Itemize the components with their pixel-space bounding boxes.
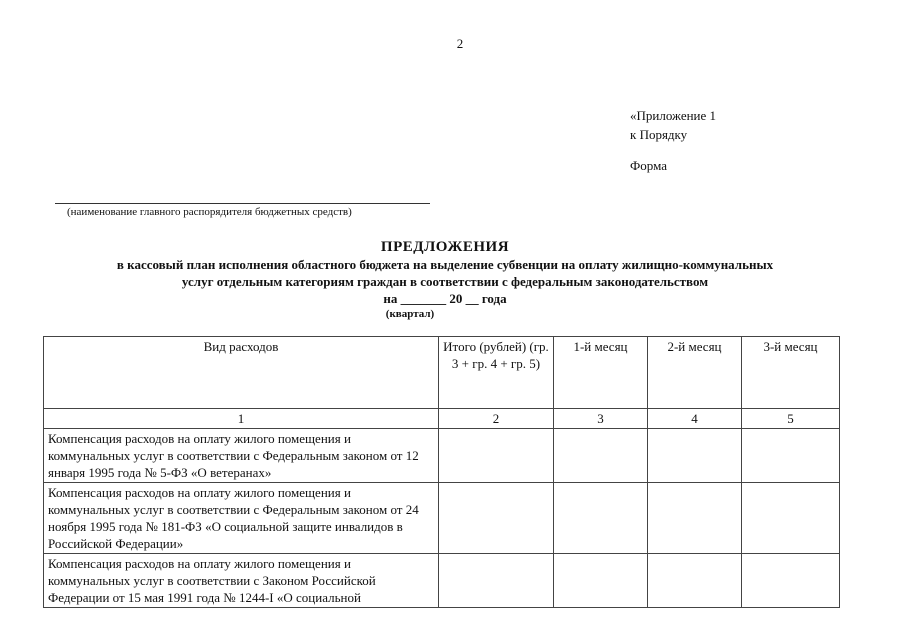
title-line-2: услуг отдельным категориям граждан в соответствии с федеральным законодательством xyxy=(181,274,709,289)
column-number: 2 xyxy=(439,409,554,429)
expense-type-cell: Компенсация расходов на оплату жилого помещения и коммунальных услуг в соответствии с Федеральным законом от 12 января 1995 года № 5-ФЗ «О ветеранах» xyxy=(44,429,439,483)
total-cell[interactable] xyxy=(439,429,554,483)
expense-type-cell: Компенсация расходов на оплату жилого помещения и коммунальных услуг в соответствии с Законом Российской Федерации от 15 мая 1991 года № 1244-I «О социальной xyxy=(44,554,439,608)
header-month-2: 2-й месяц xyxy=(648,337,742,409)
proposals-table xyxy=(43,336,840,608)
month-2-cell[interactable] xyxy=(648,483,742,554)
appendix-line-2: к Порядку xyxy=(630,127,688,142)
title-period: на _______ 20 __ года xyxy=(383,291,507,306)
appendix-line-1: «Приложение 1 xyxy=(630,108,717,123)
column-number: 1 xyxy=(44,409,439,429)
document-title xyxy=(40,238,850,321)
org-name-caption: (наименование главного распорядителя бюджетных средств) xyxy=(67,206,352,218)
expense-type-cell: Компенсация расходов на оплату жилого помещения и коммунальных услуг в соответствии с Федеральным законом от 24 ноября 1995 года № 181-ФЗ «О социальной защите инвалидов в Российской Федерации» xyxy=(44,483,439,554)
column-number: 3 xyxy=(554,409,648,429)
month-2-cell[interactable] xyxy=(648,554,742,608)
table-row xyxy=(44,429,840,483)
title-main: ПРЕДЛОЖЕНИЯ xyxy=(380,239,510,255)
appendix-reference xyxy=(630,106,716,144)
form-label: Форма xyxy=(630,158,667,173)
table-row xyxy=(44,554,840,608)
table-row xyxy=(44,483,840,554)
total-cell[interactable] xyxy=(439,483,554,554)
header-type: Вид расходов xyxy=(44,337,439,409)
month-3-cell[interactable] xyxy=(742,429,840,483)
column-number: 5 xyxy=(742,409,840,429)
header-total: Итого (рублей) (гр. 3 + гр. 4 + гр. 5) xyxy=(439,337,554,409)
column-number: 4 xyxy=(648,409,742,429)
title-quarter-caption: (квартал) xyxy=(385,308,435,320)
month-2-cell[interactable] xyxy=(648,429,742,483)
month-1-cell[interactable] xyxy=(554,429,648,483)
month-3-cell[interactable] xyxy=(742,554,840,608)
page-number: 2 xyxy=(456,36,464,51)
header-month-3: 3-й месяц xyxy=(742,337,840,409)
month-1-cell[interactable] xyxy=(554,483,648,554)
table-header-row xyxy=(44,337,840,409)
month-3-cell[interactable] xyxy=(742,483,840,554)
org-name-line xyxy=(55,203,430,204)
title-line-1: в кассовый план исполнения областного бюджета на выделение субвенции на оплату жилищно-коммунальных xyxy=(116,257,774,272)
header-month-1: 1-й месяц xyxy=(554,337,648,409)
column-number-row xyxy=(44,409,840,429)
total-cell[interactable] xyxy=(439,554,554,608)
month-1-cell[interactable] xyxy=(554,554,648,608)
